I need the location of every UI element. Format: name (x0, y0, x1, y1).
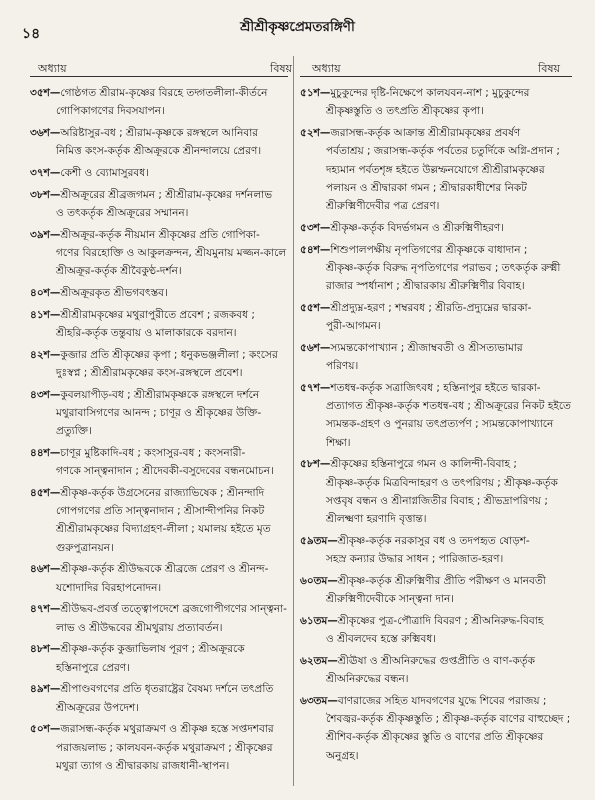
chapter-number: ৬২তম— (300, 654, 338, 667)
toc-entry (300, 652, 572, 689)
chapter-subject-continued: নিমিত্ত কংস-কর্তৃক শ্রীঅক্রূরকে শ্রীনন্দালয়ে প্রেরণ। (56, 145, 262, 158)
toc-entry (300, 692, 572, 765)
toc-entry (30, 346, 288, 383)
page-number: ১৪ (22, 26, 41, 42)
chapter-subject: অরিষ্টাসুর-বধ ; শ্রীরাম-কৃষ্ণকে রঙ্গস্থলে আনিবার (60, 126, 259, 139)
page-title: শ্রীশ্রীকৃষ্ণপ্রেমতরঙ্গিণী (240, 19, 355, 35)
chapter-number: ৫৩শ— (300, 221, 331, 234)
chapter-subject-continued: পুরী-আগমন। (326, 320, 381, 333)
chapter-subject: শ্রীকৃষ্ণ-কর্তৃক উগ্রসেনের রাজ্যাভিষেক ; শ্রীনন্দাদি (60, 486, 265, 499)
chapter-subject: শ্রীকৃষ্ণ-কর্তৃক নরকাসুর বধ ও তদপহৃত ষোড়শ- (337, 534, 530, 547)
chapter-number: ৫৪শ— (300, 243, 331, 256)
chapter-subject: জরাসন্ধ-কর্তৃক মথুরাক্রমণ ও শ্রীকৃষ্ণ হস্তে সপ্তদশবার (60, 723, 274, 736)
chapter-subject-continued: ও শ্রীবলদেব হস্তে রুক্মিবধ। (326, 633, 436, 646)
column-divider (293, 56, 294, 786)
chapter-subject: শ্রীকৃষ্ণ-কর্তৃক শ্রীউদ্ধবকে শ্রীব্রজে প্রেরণ ও শ্রীনন্দ- (60, 563, 269, 576)
right-header-rule (300, 76, 572, 77)
chapter-subject: স্যমন্তকোপাখ্যান ; শ্রীজাম্ববতী ও শ্রীসত্যভামার (330, 341, 523, 354)
left-header-chapter: অধ্যায় (38, 62, 67, 75)
chapter-number: ৪৭শ— (30, 603, 61, 616)
chapter-number: ৩৭শ— (30, 166, 61, 179)
chapter-number: ৫০শ— (30, 723, 61, 736)
toc-entry (30, 386, 288, 441)
chapter-number: ৪৬শ— (30, 563, 61, 576)
chapter-subject-continued: পর্বতাশ্রয় ; জরাসন্ধ-কর্তৃক পর্বতের চতুর্দিকে অগ্নি-প্রদান ; দহ্যমান পর্বতশৃঙ্গ হইতে উল্লম্ফনযোগে শ্রীশ্রীরামকৃষ্ণের পলায়ন ও শ্রীদ্বারকা গমন ; শ্রীদ্বারকাধীশের নিকট শ্রীরুক্মিণীদেবীর পত্র প্রেরণ। (326, 145, 560, 213)
toc-entry (30, 484, 288, 557)
toc-entry (30, 84, 288, 121)
chapter-subject: শ্রীকৃষ্ণের পুত্র-পৌত্রাদি বিবরণ ; শ্রীঅনিরুদ্ধ-বিবাহ (337, 614, 544, 627)
toc-entry (300, 455, 572, 528)
toc-entry (30, 186, 288, 223)
toc-entry (300, 379, 572, 452)
chapter-number: ৪১শ— (30, 308, 61, 321)
toc-entry (30, 284, 288, 302)
chapter-subject: জরাসন্ধ-কর্তৃক আক্রান্ত শ্রীশ্রীরামকৃষ্ণের প্রবর্ষণ (330, 126, 521, 139)
chapter-subject: শ্রীঅক্রূরের শ্রীব্রজগমন ; শ্রীশ্রীরাম-কৃষ্ণের দর্শনলাভ (60, 188, 273, 201)
chapter-subject: চাণূর মুষ্টিকাদি-বধ ; কংসাসুর-বধ ; কংসনারী- (60, 446, 246, 459)
chapter-subject: শ্রীঅক্রূরকৃত শ্রীভগবৎস্তব। (60, 286, 168, 299)
toc-entry (30, 720, 288, 775)
chapter-subject: কুব্জার প্রতি শ্রীকৃষ্ণের কৃপা ; ধনুকভঞ্জলীলা ; কংসের (60, 348, 278, 361)
chapter-subject: শ্রীকৃষ্ণের হস্তিনাপুরে গমন ও কালিন্দী-বিবাহ ; (330, 458, 517, 471)
chapter-subject-continued: পরিণয়। (326, 360, 359, 373)
right-column (300, 84, 572, 768)
left-header-subject: বিষয় (270, 62, 292, 75)
chapter-subject: শিশুপালপক্ষীয় নৃপতিগণের শ্রীকৃষ্ণকে বাধাদান ; (330, 243, 528, 256)
chapter-subject: শ্রীশ্রীরামকৃষ্ণের মথুরাপুরীতে প্রবেশ ; রজকবধ ; (60, 308, 255, 321)
chapter-number: ৫৮শ— (300, 458, 331, 471)
toc-entry (300, 299, 572, 336)
toc-entry (30, 680, 288, 717)
toc-entry (300, 532, 572, 569)
chapter-subject-continued: সহস্র কন্যার উদ্ধার সাধন ; পারিজাত-হরণ। (326, 553, 504, 566)
chapter-subject-continued: মথুরাবাসিগণের আনন্দ ; চাণূর ও শ্রীকৃষ্ণের উক্তি-প্রত্যুক্তি। (56, 406, 262, 438)
toc-entry (30, 560, 288, 597)
chapter-subject-continued: শ্রীরুক্মিণীদেবীকে সান্ত্বনা দান। (326, 593, 455, 606)
chapter-subject-continued: শ্রীকৃষ্ণ-কর্তৃক মিত্রবিন্দাহরণ ও তৎপরিণয় ; শ্রীকৃষ্ণ-কর্তৃক সপ্তবৃষ বন্ধন ও শ্রীনাগ্নজিতীর বিবাহ ; শ্রীভদ্রাপরিণয় ; শ্রীলক্ষ্মণা হরণাদি বৃত্তান্ত। (326, 476, 558, 526)
chapter-subject: শ্রীকৃষ্ণ-কর্তৃক কুব্জাভিলাষ পূরণ ; শ্রীঅক্রূরকে (60, 643, 245, 656)
left-header-rule (30, 76, 288, 77)
left-column (30, 84, 288, 779)
chapter-subject-continued: শৈবজ্বর-কর্তৃক শ্রীকৃষ্ণস্তুতি ; শ্রীকৃষ্ণ-কর্তৃক বাণের বাহুচ্ছেদ ; শ্রীশিব-কর্তৃক শ্রীকৃষ্ণের স্তুতি ও বাণের প্রতি শ্রীকৃষ্ণের অনুগ্রহ। (326, 713, 571, 762)
toc-entry (30, 164, 288, 182)
toc-entry (300, 241, 572, 296)
chapter-number: ৫৫শ— (300, 301, 331, 314)
chapter-subject: শ্রীউদ্ধব-প্রবর্ত্ত তত্ত্বোপদেশে ব্রজগোপীগণের সান্ত্বনা- (60, 603, 287, 616)
chapter-subject-continued: গোপগণের প্রতি সান্ত্বনাদান ; শ্রীসান্দীপনির নিকট শ্রীশ্রীরামকৃষ্ণের বিদ্যাগ্রহণ-লীলা ; যমালয় হইতে মৃত গুরুপুত্রানয়ন। (56, 505, 271, 554)
chapter-subject-continued: শ্রীহরি-কর্তৃক তন্তুবায় ও মালাকারকে বরদান। (56, 326, 237, 339)
chapter-subject-continued: পরাজয়লাভ ; কালযবন-কর্তৃক মথুরাক্রমণ ; শ্রীকৃষ্ণের মথুরা ত্যাগ ও শ্রীদ্বারকায় রাজধানী-স্থাপন। (56, 741, 273, 772)
chapter-number: ৫৬শ— (300, 341, 331, 354)
toc-entry (30, 226, 288, 281)
right-header-chapter: অধ্যায় (312, 62, 341, 75)
chapter-number: ৩৫শ— (30, 87, 61, 99)
chapter-subject: শ্রীপ্রদ্যুম্ন-হরণ ; শম্বরবধ ; শ্রীরতি-প্রদ্যুম্নের দ্বারকা- (330, 301, 532, 314)
chapter-subject: শ্রীকৃষ্ণ-কর্তৃক বিদর্ভগমন ও শ্রীরুক্মিণীহরণ। (330, 221, 504, 234)
chapter-number: ৪৮শ— (30, 643, 61, 656)
chapter-subject: শ্রীঊষা ও শ্রীঅনিরুদ্ধের গুপ্তপ্রীতি ও বাণ-কর্তৃক (337, 654, 535, 667)
toc-entry (30, 124, 288, 161)
chapter-number: ৪৫শ— (30, 486, 61, 499)
chapter-number: ৪৪শ— (30, 446, 61, 459)
chapter-number: ৬০তম— (300, 574, 338, 587)
chapter-number: ৪০শ— (30, 286, 61, 299)
right-header-subject: বিষয় (538, 62, 560, 75)
chapter-subject-continued: গণের বিরহোক্তি ও আকুলক্রন্দন, শ্রীযমুনায় মজ্জন-কালে শ্রীঅক্রূর-কর্তৃক শ্রীবৈকুণ্ঠ-দর্শন। (56, 246, 287, 278)
chapter-subject-continued: দুঃস্বপ্ন ; শ্রীশ্রীরামকৃষ্ণের কংস-রঙ্গস্থলে প্রবেশ। (56, 366, 243, 379)
chapter-subject-continued: শ্রীঅক্রূরের উপদেশ। (56, 701, 139, 714)
toc-entry (30, 306, 288, 343)
chapter-subject: শ্রীঅক্রূর-কর্তৃক নীয়মান শ্রীকৃষ্ণের প্রতি গোপিকা- (60, 228, 260, 241)
toc-entry (30, 444, 288, 481)
toc-entry (30, 640, 288, 677)
chapter-number: ৩৮শ— (30, 188, 61, 201)
chapter-number: ৪২শ— (30, 348, 61, 361)
toc-entry (300, 84, 572, 121)
chapter-subject-continued: ও তৎকর্তৃক শ্রীঅক্রূরের সম্মানন। (56, 206, 189, 219)
toc-entry (300, 219, 572, 237)
chapter-subject: গোষ্ঠগত শ্রীরাম-কৃষ্ণের বিরহে তদ্গতলীলা-কীর্তনে (60, 87, 268, 99)
chapter-subject: কেশী ও ব্যোমাসুরবধ। (60, 166, 149, 179)
chapter-subject-continued: শ্রীঅনিরুদ্ধের বন্ধন। (326, 673, 409, 686)
chapter-number: ৫৯তম— (300, 534, 338, 547)
chapter-subject-continued: যশোদাদির বিরহাপনোদন। (56, 581, 162, 594)
chapter-subject: কুবলয়াপীড়-বধ ; শ্রীশ্রীরামকৃষ্ণকে রঙ্গস্থলে দর্শনে (60, 388, 260, 401)
chapter-subject-continued: গোপিকাগণের দিবসযাপন। (56, 105, 165, 118)
chapter-subject: বাণরাজের সহিত যাদবগণের যুদ্ধে শিবের পরাজয় ; (337, 694, 547, 707)
toc-entry (300, 124, 572, 215)
chapter-number: ৩৯শ— (30, 228, 61, 241)
toc-entry (300, 339, 572, 376)
chapter-number: ৫৭শ— (300, 381, 331, 394)
chapter-subject-continued: গণকে সান্ত্বনাদান ; শ্রীদেবকী-বসুদেবের বন্ধনমোচন। (56, 465, 274, 478)
toc-entry (300, 572, 572, 609)
chapter-subject: মুচুকুন্দের দৃষ্টি-নিক্ষেপে কালযবন-নাশ ; মুচুকুন্দের (330, 87, 530, 99)
chapter-subject-continued: শ্রীকৃষ্ণ-কর্তৃক বিরুদ্ধ নৃপতিগণের পরাভব ; তৎকর্তৃক রুক্মী রাজার স্পর্ধানাশ ; শ্রীদ্বারকায় শ্রীরুক্মিণীর বিবাহ। (326, 261, 561, 293)
chapter-number: ৩৬শ— (30, 126, 61, 139)
chapter-subject-continued: হস্তিনাপুরে প্রেরণ। (56, 661, 130, 674)
chapter-subject-continued: লাভ ও শ্রীউদ্ধবের শ্রীমথুরায় প্রত্যাবর্তন। (56, 621, 223, 634)
chapter-number: ৬১তম— (300, 614, 338, 627)
chapter-subject-continued: প্রত্যাগত শ্রীকৃষ্ণ-কর্তৃক শতধন্ব-বধ ; শ্রীঅক্রূরের নিকট হইতে স্যমন্তক-গ্রহণ ও পুনরায় তৎপ্রত্যর্পণ ; স্যমন্তকোপাখ্যানে শিক্ষা। (326, 400, 571, 449)
chapter-number: ৫১শ— (300, 87, 331, 99)
toc-entry (30, 600, 288, 637)
chapter-subject: শ্রীকৃষ্ণ-কর্তৃক শ্রীরুক্মিণীর প্রীতি পরীক্ষণ ও মানবতী (337, 574, 546, 587)
chapter-number: ৫২শ— (300, 126, 331, 139)
chapter-subject: শ্রীপাণ্ডবগণের প্রতি ধৃতরাষ্ট্রের বৈষম্য দর্শনে তৎপ্রতি (60, 683, 274, 696)
chapter-subject: শতধন্ব-কর্তৃক সত্রাজিৎবধ ; হস্তিনাপুর হইতে দ্বারকা- (330, 381, 541, 394)
chapter-number: ৪৩শ— (30, 388, 61, 401)
toc-entry (300, 612, 572, 649)
chapter-subject-continued: শ্রীকৃষ্ণস্তুতি ও তৎপ্রতি শ্রীকৃষ্ণের কৃপা। (326, 105, 484, 118)
chapter-number: ৬৩তম— (300, 694, 338, 707)
chapter-number: ৪৯শ— (30, 683, 61, 696)
